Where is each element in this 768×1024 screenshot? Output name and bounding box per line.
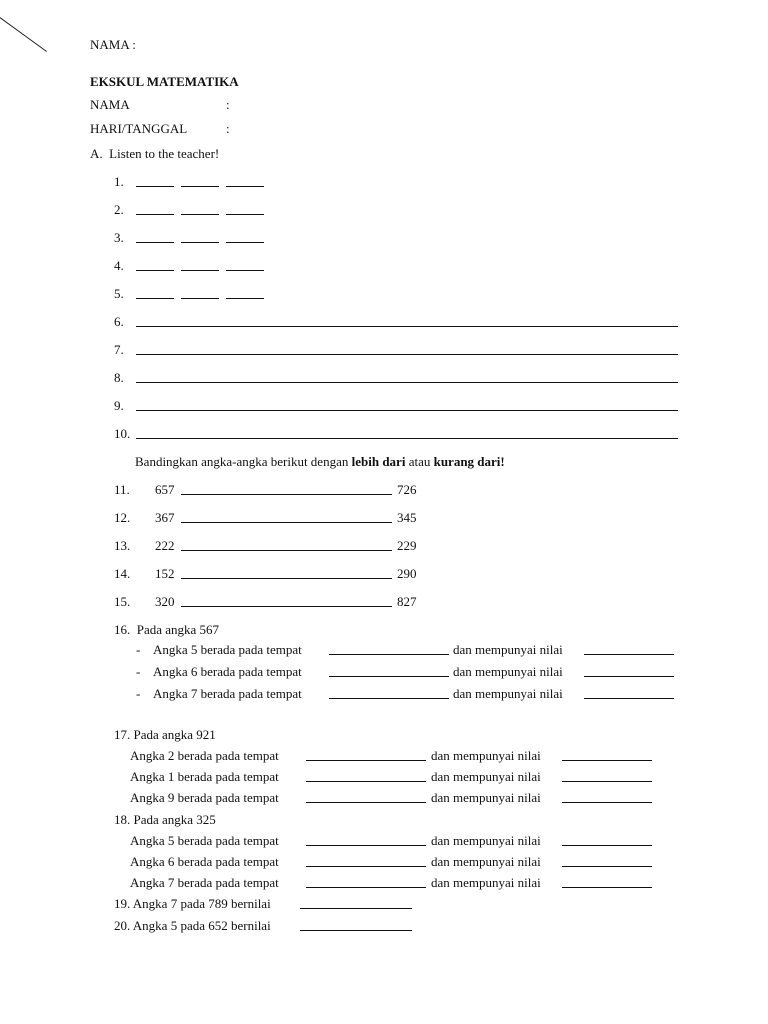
q16-title: 16. Pada angka 567 bbox=[114, 622, 220, 637]
left-number: 657 bbox=[155, 482, 175, 497]
q20-answer-blank[interactable] bbox=[300, 930, 412, 931]
value-blank[interactable] bbox=[562, 887, 652, 888]
comparison-blank[interactable] bbox=[181, 550, 392, 551]
value-prompt: dan mempunyai nilai bbox=[453, 686, 563, 701]
item-number: 11. bbox=[114, 482, 130, 497]
place-blank[interactable] bbox=[306, 845, 426, 846]
left-number: 320 bbox=[155, 594, 175, 609]
place-blank[interactable] bbox=[306, 802, 426, 803]
answer-blank[interactable] bbox=[136, 410, 678, 411]
value-prompt: dan mempunyai nilai bbox=[431, 854, 541, 869]
top-name-label: NAMA : bbox=[90, 37, 136, 52]
value-prompt: dan mempunyai nilai bbox=[431, 875, 541, 890]
answer-blank[interactable] bbox=[136, 186, 174, 187]
answer-blank[interactable] bbox=[181, 270, 219, 271]
place-blank[interactable] bbox=[329, 698, 449, 699]
place-prompt: Angka 2 berada pada tempat bbox=[130, 748, 279, 763]
place-blank[interactable] bbox=[306, 887, 426, 888]
item-number: 7. bbox=[114, 342, 124, 357]
comparison-blank[interactable] bbox=[181, 522, 392, 523]
item-number: 6. bbox=[114, 314, 124, 329]
answer-blank[interactable] bbox=[226, 270, 264, 271]
value-prompt: dan mempunyai nilai bbox=[453, 642, 563, 657]
right-number: 726 bbox=[397, 482, 417, 497]
item-number: 15. bbox=[114, 594, 131, 609]
dash-bullet: - bbox=[136, 664, 141, 679]
right-number: 827 bbox=[397, 594, 417, 609]
value-blank[interactable] bbox=[584, 676, 674, 677]
compare-instruction bbox=[135, 455, 505, 468]
answer-blank[interactable] bbox=[226, 242, 264, 243]
answer-blank[interactable] bbox=[136, 242, 174, 243]
q20-text: 20. Angka 5 pada 652 bernilai bbox=[114, 918, 271, 933]
item-number: 14. bbox=[114, 566, 131, 581]
item-number: 5. bbox=[114, 286, 124, 301]
corner-slash-mark bbox=[0, 17, 47, 52]
place-blank[interactable] bbox=[329, 676, 449, 677]
instruction-text-or: atau bbox=[405, 454, 434, 469]
q19-answer-blank[interactable] bbox=[300, 908, 412, 909]
answer-blank[interactable] bbox=[181, 214, 219, 215]
value-blank[interactable] bbox=[562, 845, 652, 846]
place-blank[interactable] bbox=[306, 781, 426, 782]
value-prompt: dan mempunyai nilai bbox=[431, 748, 541, 763]
value-blank[interactable] bbox=[562, 802, 652, 803]
place-prompt: Angka 9 berada pada tempat bbox=[130, 790, 279, 805]
place-blank[interactable] bbox=[329, 654, 449, 655]
item-number: 8. bbox=[114, 370, 124, 385]
q19-text: 19. Angka 7 pada 789 bernilai bbox=[114, 896, 271, 911]
comparison-blank[interactable] bbox=[181, 494, 392, 495]
right-number: 345 bbox=[397, 510, 417, 525]
comparison-blank[interactable] bbox=[181, 606, 392, 607]
item-number: 1. bbox=[114, 174, 124, 189]
value-blank[interactable] bbox=[562, 866, 652, 867]
item-number: 3. bbox=[114, 230, 124, 245]
date-colon: : bbox=[226, 121, 230, 136]
value-prompt: dan mempunyai nilai bbox=[431, 833, 541, 848]
name-colon: : bbox=[226, 97, 230, 112]
section-a-heading: A. Listen to the teacher! bbox=[90, 146, 220, 161]
place-prompt: Angka 6 berada pada tempat bbox=[130, 854, 279, 869]
instruction-bold-more: lebih dari bbox=[351, 454, 406, 469]
q18-title: 18. Pada angka 325 bbox=[114, 812, 216, 827]
place-prompt: Angka 5 berada pada tempat bbox=[130, 833, 279, 848]
left-number: 367 bbox=[155, 510, 175, 525]
value-blank[interactable] bbox=[584, 654, 674, 655]
answer-blank[interactable] bbox=[136, 270, 174, 271]
right-number: 229 bbox=[397, 538, 417, 553]
item-number: 10. bbox=[114, 426, 131, 441]
answer-blank[interactable] bbox=[181, 298, 219, 299]
answer-blank[interactable] bbox=[181, 186, 219, 187]
answer-blank[interactable] bbox=[136, 214, 174, 215]
answer-blank[interactable] bbox=[136, 354, 678, 355]
item-number: 9. bbox=[114, 398, 124, 413]
value-prompt: dan mempunyai nilai bbox=[431, 769, 541, 784]
answer-blank[interactable] bbox=[226, 298, 264, 299]
value-prompt: dan mempunyai nilai bbox=[431, 790, 541, 805]
name-label: NAMA bbox=[90, 97, 130, 112]
place-prompt: Angka 5 berada pada tempat bbox=[153, 642, 302, 657]
dash-bullet: - bbox=[136, 686, 141, 701]
answer-blank[interactable] bbox=[226, 186, 264, 187]
item-number: 13. bbox=[114, 538, 131, 553]
place-prompt: Angka 1 berada pada tempat bbox=[130, 769, 279, 784]
value-blank[interactable] bbox=[562, 781, 652, 782]
value-blank[interactable] bbox=[584, 698, 674, 699]
item-number: 4. bbox=[114, 258, 124, 273]
date-label: HARI/TANGGAL bbox=[90, 121, 188, 136]
answer-blank[interactable] bbox=[181, 242, 219, 243]
place-prompt: Angka 6 berada pada tempat bbox=[153, 664, 302, 679]
answer-blank[interactable] bbox=[136, 326, 678, 327]
answer-blank[interactable] bbox=[136, 298, 174, 299]
page-title: EKSKUL MATEMATIKA bbox=[90, 74, 239, 89]
place-prompt: Angka 7 berada pada tempat bbox=[153, 686, 302, 701]
place-blank[interactable] bbox=[306, 866, 426, 867]
answer-blank[interactable] bbox=[226, 214, 264, 215]
place-prompt: Angka 7 berada pada tempat bbox=[130, 875, 279, 890]
comparison-blank[interactable] bbox=[181, 578, 392, 579]
item-number: 2. bbox=[114, 202, 124, 217]
place-blank[interactable] bbox=[306, 760, 426, 761]
value-blank[interactable] bbox=[562, 760, 652, 761]
answer-blank[interactable] bbox=[136, 438, 678, 439]
value-prompt: dan mempunyai nilai bbox=[453, 664, 563, 679]
left-number: 222 bbox=[155, 538, 175, 553]
q17-title: 17. Pada angka 921 bbox=[114, 727, 216, 742]
right-number: 290 bbox=[397, 566, 417, 581]
dash-bullet: - bbox=[136, 642, 141, 657]
item-number: 12. bbox=[114, 510, 131, 525]
answer-blank[interactable] bbox=[136, 382, 678, 383]
instruction-bold-less: kurang dari! bbox=[433, 454, 505, 469]
left-number: 152 bbox=[155, 566, 175, 581]
instruction-text: Bandingkan angka-angka berikut dengan bbox=[135, 454, 352, 469]
